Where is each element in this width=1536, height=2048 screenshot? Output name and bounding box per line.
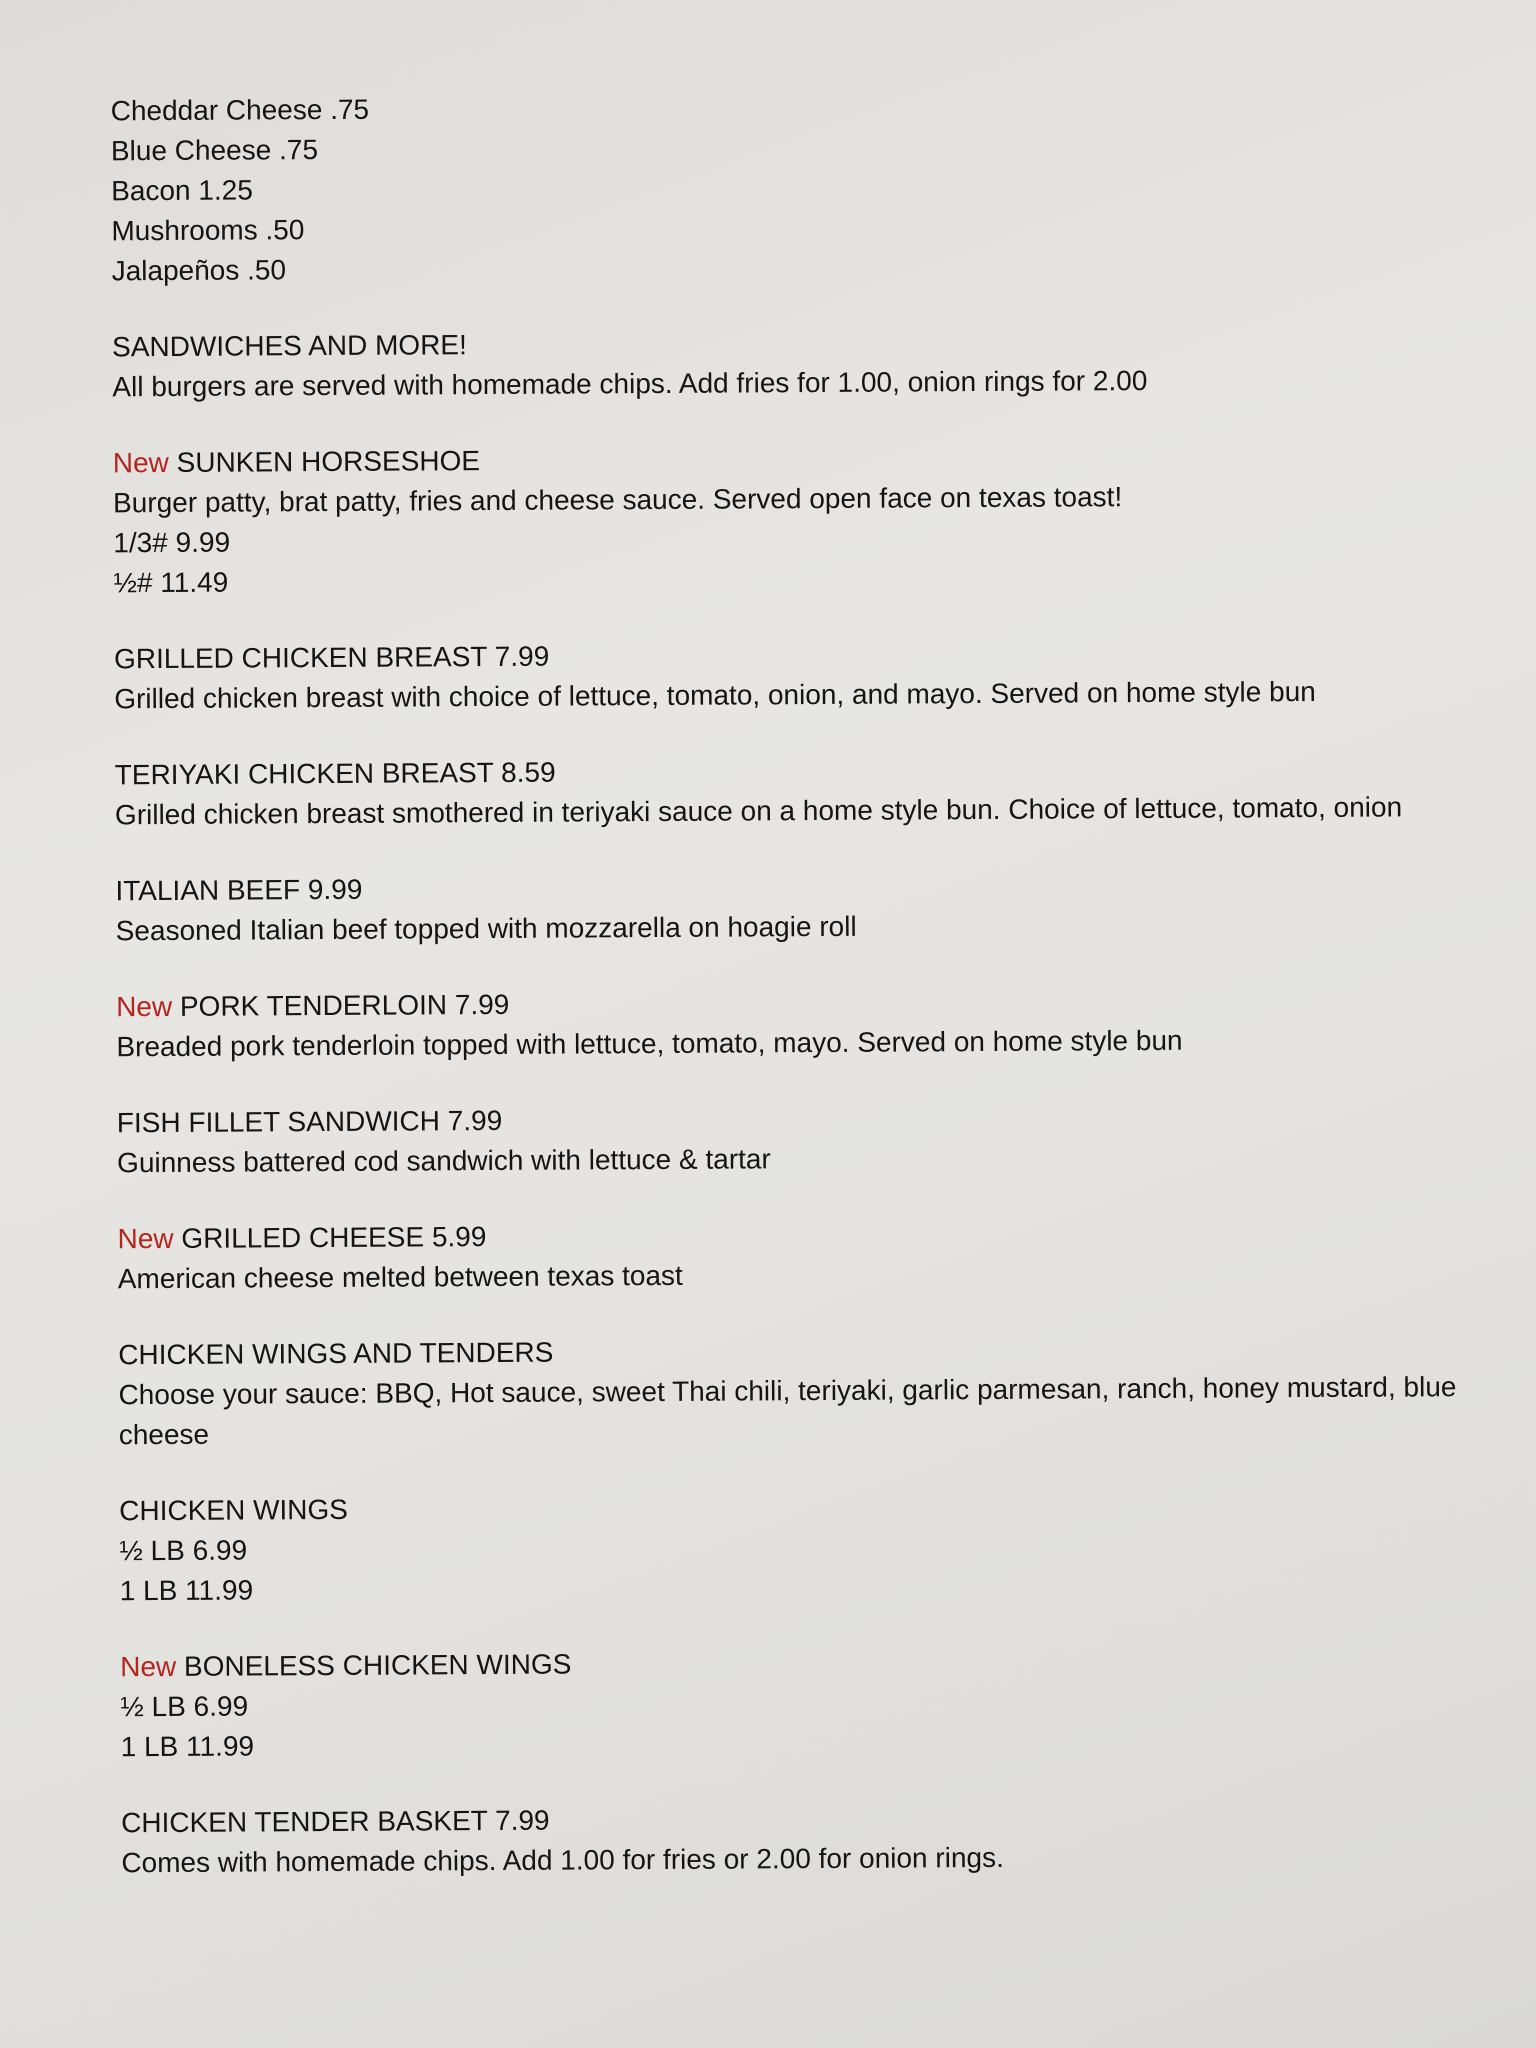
- menu-item-price: 1/3# 9.99: [113, 526, 231, 559]
- section-sandwiches: [112, 319, 1498, 407]
- menu-item-title: TERIYAKI CHICKEN BREAST 8.59: [114, 756, 556, 791]
- new-badge: New: [112, 446, 169, 479]
- menu-item-price: 1 LB 11.99: [119, 1574, 254, 1607]
- menu-item-description: Grilled chicken breast smothered in teriyaki sauce on a home style bun. Choice of lettuce, tomato, onion: [114, 791, 1403, 831]
- addon-item: Bacon 1.25: [111, 174, 253, 207]
- menu-item-price: ½ LB 6.99: [120, 1690, 249, 1723]
- menu-item-boneless-chicken-wings: [120, 1639, 1507, 1767]
- menu-item-description: Guinness battered cod sandwich with lettuce & tartar: [117, 1143, 771, 1179]
- menu-item-description: Breaded pork tenderloin topped with lettuce, tomato, mayo. Served on home style bun: [116, 1024, 1183, 1063]
- menu-item-chicken-wings-and-tenders: [118, 1327, 1505, 1455]
- menu-item-grilled-chicken-breast: [114, 631, 1500, 719]
- menu-item-teriyaki-chicken-breast: [115, 747, 1501, 835]
- addons-list: [111, 83, 1498, 291]
- new-badge: New: [120, 1650, 177, 1683]
- menu-item-title: ITALIAN BEEF 9.99: [115, 873, 363, 907]
- new-badge: New: [117, 1222, 174, 1255]
- menu-item-description: American cheese melted between texas toast: [117, 1259, 683, 1295]
- addon-item: Jalapeños .50: [111, 254, 287, 287]
- menu-item-title: CHICKEN WINGS AND TENDERS: [118, 1336, 554, 1371]
- menu-item-title: CHICKEN WINGS: [119, 1493, 349, 1527]
- addon-item: Blue Cheese .75: [110, 134, 319, 167]
- menu-item-pork-tenderloin: [116, 979, 1502, 1067]
- menu-item-grilled-cheese: [117, 1211, 1503, 1299]
- menu-item-description: Grilled chicken breast with choice of lettuce, tomato, onion, and mayo. Served on home style bun: [114, 675, 1316, 715]
- menu-item-price: 1 LB 11.99: [120, 1730, 255, 1763]
- menu-item-sunken-horseshoe: [113, 435, 1500, 603]
- menu-item-title: BONELESS CHICKEN WINGS: [183, 1648, 572, 1682]
- menu-item-description: Burger patty, brat patty, fries and cheese sauce. Served open face on texas toast!: [112, 481, 1123, 519]
- new-badge: New: [116, 990, 173, 1023]
- menu-item-title: PORK TENDERLOIN 7.99: [179, 988, 510, 1022]
- menu-item-title: SUNKEN HORSESHOE: [176, 445, 481, 478]
- menu-item-title: GRILLED CHEESE 5.99: [181, 1221, 487, 1254]
- addon-item: Mushrooms .50: [111, 214, 305, 247]
- menu-item-chicken-tender-basket: [121, 1795, 1507, 1883]
- menu-item-description: Comes with homemade chips. Add 1.00 for fries or 2.00 for onion rings.: [121, 1841, 1004, 1879]
- menu-item-description: Choose your sauce: BBQ, Hot sauce, sweet Thai chili, teriyaki, garlic parmesan, ranch, honey mustard, blue cheese: [118, 1371, 1457, 1451]
- menu-item-chicken-wings: [119, 1483, 1506, 1611]
- menu-item-title: FISH FILLET SANDWICH 7.99: [116, 1104, 503, 1139]
- menu-item-price: ½# 11.49: [113, 566, 229, 599]
- section-note: All burgers are served with homemade chips. Add fries for 1.00, onion rings for 2.00: [112, 364, 1148, 403]
- section-title: SANDWICHES AND MORE!: [112, 329, 467, 363]
- menu-item-title: CHICKEN TENDER BASKET 7.99: [121, 1804, 550, 1839]
- menu-item-title: GRILLED CHICKEN BREAST 7.99: [113, 640, 550, 675]
- menu-item-italian-beef: [115, 863, 1501, 951]
- menu-item-fish-fillet-sandwich: [117, 1095, 1503, 1183]
- menu-item-description: Seasoned Italian beef topped with mozzarella on hoagie roll: [115, 910, 857, 947]
- menu-item-price: ½ LB 6.99: [119, 1534, 248, 1567]
- addon-item: Cheddar Cheese .75: [110, 93, 370, 127]
